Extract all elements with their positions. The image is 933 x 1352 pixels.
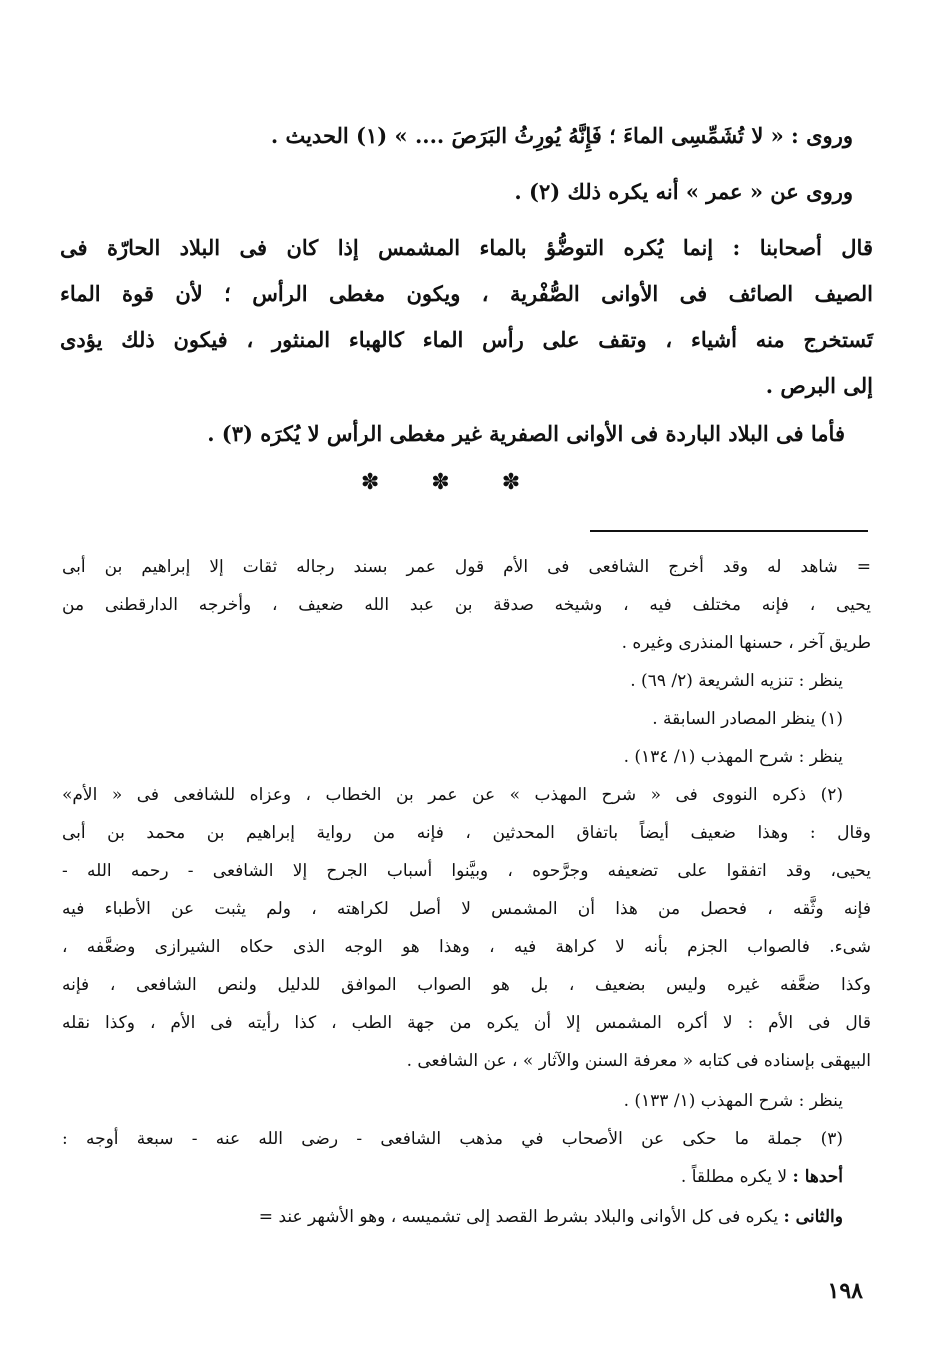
main-line-2: وروى عن « عمر » أنه يكره ذلك (٢) . (514, 179, 853, 204)
main-line-1: وروى : « لا تُشَمِّسِى الماءَ ؛ فَإِنَّهُ يُورِثُ البَرَصَ .... » (١) الحديث . (270, 123, 853, 148)
footnote-line-18-text: يكره فى كل الأوانى والبلاد بشرط القصد إلى تشميسه ، وهو الأشهر عند = (258, 1207, 784, 1227)
footnote-line-3: طريق آخر ، حسنها المنذرى وغيره . (621, 633, 871, 653)
main-line-3: قال أصحابنا : إنما يُكره التوضُّؤ بالماء المشمس إذا كان فى البلاد الحارّة فى (60, 235, 873, 260)
footnote-line-18 (259, 1206, 843, 1228)
footnote-line-15: ينظر : شرح المهذب (١/ ١٣٣) . (623, 1091, 843, 1111)
footnote-line-6: ينظر : شرح المهذب (١/ ١٣٤) . (623, 747, 843, 767)
footnote-line-10: فإنه وثَّقه ، فحصل من هذا أن المشمس لا أصل لكراهته ، ولم يثبت عن الأطباء فيه (62, 899, 871, 919)
footnote-line-17-text: لا يكره مطلقاً . (680, 1167, 793, 1187)
footnote-line-5: (١) ينظر المصادر السابقة . (652, 709, 843, 729)
page-number: ١٩٨ (827, 1278, 863, 1304)
footnote-line-14: البيهقى بإسناده فى كتابه « معرفة السنن والآثار » ، عن الشافعى . (406, 1051, 871, 1071)
footnote-line-8: وقال : وهذا ضعيف أيضاً باتفاق المحدثين ، فإنه من رواية إبراهيم بن محمد بن أبى (62, 823, 871, 843)
footnote-line-9: يحيى، وقد اتفقوا على تضعيفه وجرَّحوه ، وبيَّنوا أسباب الجرح إلا الشافعى - رحمه الله - (62, 861, 871, 881)
footnote-line-2: يحيى ، فإنه مختلف فيه ، وشيخه صدقة بن عبد الله ضعيف ، وأخرجه الدارقطنى من (62, 595, 871, 615)
footnote-line-18-lead: والثانى : (783, 1207, 843, 1227)
main-line-6: إلى البرص . (765, 373, 873, 398)
main-line-7: فأما فى البلاد الباردة فى الأوانى الصفرية غير مغطى الرأس لا يُكرَه (٣) . (207, 421, 845, 446)
main-line-4: الصيف الصائف فى الأوانى الصُّفْرية ، ويكون مغطى الرأس ؛ لأن قوة الماء (60, 281, 873, 306)
footnote-line-11: شىء. فالصواب الجزم بأنه لا كراهة فيه ، وهذا هو الوجه الذى حكاه الشيرازى وضعَّفه ، (62, 937, 871, 957)
footnote-divider (590, 530, 868, 532)
footnote-line-4: ينظر : تنزيه الشريعة (٢/ ٦٩) . (630, 671, 843, 691)
footnote-line-7: (٢) ذكره النووى فى « شرح المهذب » عن عمر بن الخطاب ، وعزاه للشافعى فى « الأم» (62, 785, 843, 805)
footnote-line-1: = شاهد له وقد أخرج الشافعى فى الأم قول عمر بسند رجاله ثقات إلا إبراهيم بن أبى (62, 557, 871, 577)
footnote-line-17-lead: أحدها : (792, 1167, 843, 1187)
separator-stars: ✽✽✽ (360, 470, 573, 495)
footnote-line-12: وكذا ضعَّفه غيره وليس بضعيف ، بل هو الصواب الموافق للدليل ولنص الشافعى ، فإنه (62, 975, 871, 995)
footnote-line-13: قال فى الأم : لا أكره المشمس إلا أن يكره من جهة الطب ، كذا رأيته فى الأم ، وكذا نقله (62, 1013, 871, 1033)
main-line-5: تَستخرج منه أشياء ، وتقف على رأس الماء كالهباء المنثور ، فيكون ذلك يؤدى (60, 327, 873, 352)
footnote-line-16: (٣) جملة ما حكى عن الأصحاب في مذهب الشافعى - رضى الله عنه - سبعة أوجه : (62, 1129, 843, 1149)
footnote-line-17 (681, 1166, 843, 1188)
